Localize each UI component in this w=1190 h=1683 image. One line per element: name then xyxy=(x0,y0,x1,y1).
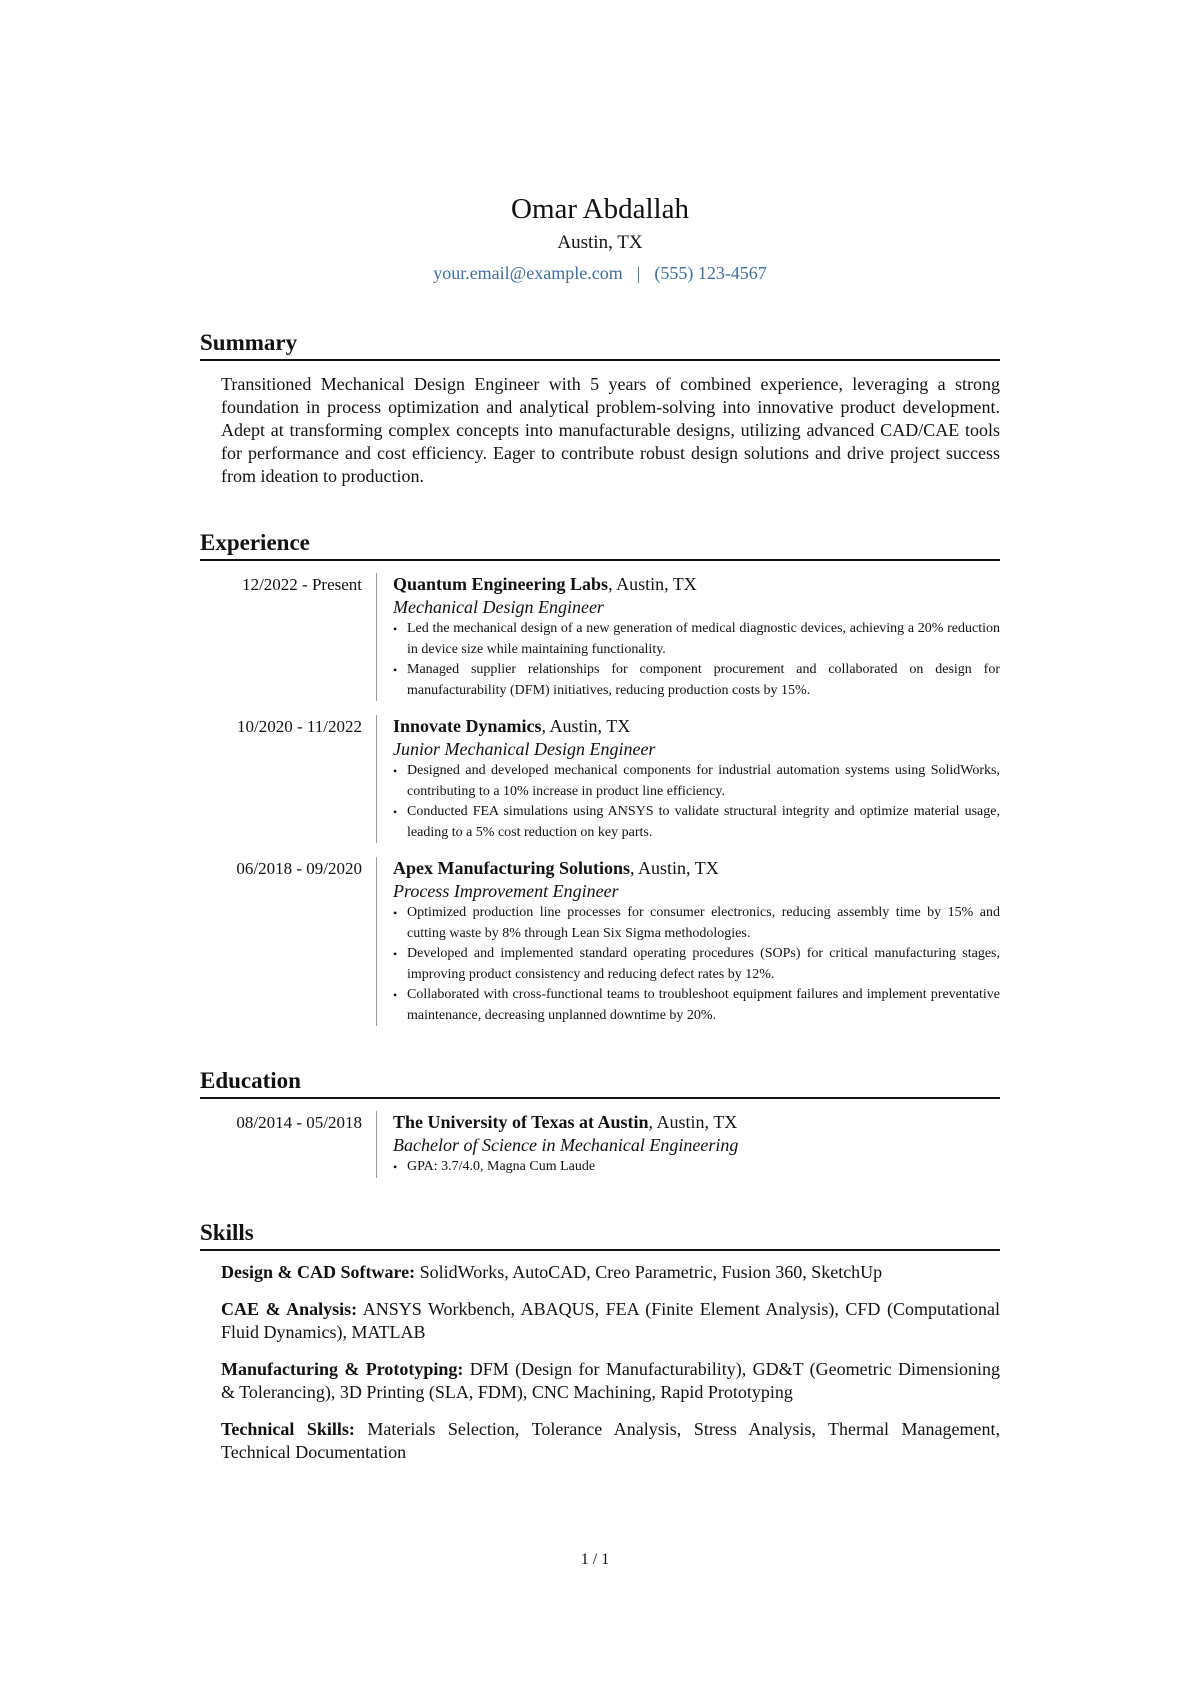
resume-page xyxy=(200,0,1000,1478)
entry-role: Junior Mechanical Design Engineer xyxy=(393,739,656,759)
degree: Bachelor of Science in Mechanical Engineering xyxy=(393,1135,739,1155)
page-number: 1 / 1 xyxy=(580,1551,610,1568)
bullet-item: • Managed supplier relationships for component procurement and collaborated on design for manufacturability (DFM) initiatives, reducing production costs by 15%. xyxy=(393,660,1000,701)
entry-bullets xyxy=(393,903,1000,1026)
institution-location: , Austin, TX xyxy=(648,1112,738,1132)
bullet-item: • Optimized production line processes for consumer electronics, reducing assembly time by 15% and cutting waste by 8% through Lean Six Sigma methodologies. xyxy=(393,903,1000,944)
summary-section xyxy=(200,328,1000,488)
experience-section xyxy=(200,528,1000,1026)
bullet-item: • Conducted FEA simulations using ANSYS to validate structural integrity and optimize material usage, leading to a 5% cost reduction on key parts. xyxy=(393,802,1000,843)
entry-body xyxy=(376,857,1000,1026)
entry-date: 06/2018 - 09/2020 xyxy=(236,859,362,878)
section-title-summary: Summary xyxy=(200,328,1000,361)
skill-row xyxy=(221,1358,1000,1404)
entry-date: 12/2022 - Present xyxy=(242,575,362,594)
institution-name: The University of Texas at Austin xyxy=(393,1112,649,1132)
skill-category: Technical Skills: xyxy=(221,1418,355,1439)
entry-bullets xyxy=(393,619,1000,701)
entry-organization xyxy=(393,1111,1000,1134)
organization-name: Quantum Engineering Labs xyxy=(393,574,609,594)
bullet-item: • Collaborated with cross-functional teams to troubleshoot equipment failures and implement preventative maintenance, decreasing unplanned downtime by 20%. xyxy=(393,985,1000,1026)
entry-body xyxy=(376,573,1000,701)
organization-name: Innovate Dynamics xyxy=(393,716,542,736)
entry-role: Process Improvement Engineer xyxy=(393,881,619,901)
entry-organization xyxy=(393,573,1000,596)
skills-section xyxy=(200,1218,1000,1464)
entry-body xyxy=(376,715,1000,843)
skill-values: Materials Selection, Tolerance Analysis, Stress Analysis, Thermal Management, Technical Documentation xyxy=(221,1418,1000,1462)
candidate-name: Omar Abdallah xyxy=(511,193,689,225)
bullet-item: • Designed and developed mechanical components for industrial automation systems using SolidWorks, contributing to a 10% increase in product line efficiency. xyxy=(393,761,1000,802)
entry-role: Mechanical Design Engineer xyxy=(393,597,604,617)
skill-category: CAE & Analysis: xyxy=(221,1298,358,1319)
skill-values: SolidWorks, AutoCAD, Creo Parametric, Fusion 360, SketchUp xyxy=(415,1261,883,1282)
resume-header xyxy=(200,190,1000,286)
experience-entry xyxy=(200,573,1000,701)
skills-list xyxy=(221,1261,1000,1464)
entry-organization xyxy=(393,857,1000,880)
education-section xyxy=(200,1066,1000,1178)
experience-entry xyxy=(200,857,1000,1026)
entry-date: 10/2020 - 11/2022 xyxy=(237,717,362,736)
bullet-item: • GPA: 3.7/4.0, Magna Cum Laude xyxy=(393,1157,1000,1178)
bullet-item: • Developed and implemented standard operating procedures (SOPs) for critical manufacturing stages, improving product consistency and reducing defect rates by 12%. xyxy=(393,944,1000,985)
organization-location: , Austin, TX xyxy=(608,574,697,594)
contact-separator: | xyxy=(636,263,641,283)
email-link[interactable]: your.email@example.com xyxy=(433,263,623,283)
organization-location: , Austin, TX xyxy=(541,716,631,736)
skill-category: Design & CAD Software: xyxy=(221,1261,416,1282)
entry-bullets xyxy=(393,761,1000,843)
skill-values: DFM (Design for Manufacturability), GD&T (Geometric Dimensioning & Tolerancing), 3D Printing (SLA, FDM), CNC Machining, Rapid Prototyping xyxy=(221,1358,1000,1402)
experience-entry xyxy=(200,715,1000,843)
organization-location: , Austin, TX xyxy=(630,858,719,878)
summary-text: Transitioned Mechanical Design Engineer with 5 years of combined experience, leveraging a strong foundation in process optimization and analytical problem-solving into innovative product development. Adept at transforming complex concepts into manufacturable designs, utilizing advanced CAD/CAE tools for performance and cost efficiency. Eager to contribute robust design solutions and drive project success from ideation to production. xyxy=(221,374,1000,486)
section-title-education: Education xyxy=(200,1066,1000,1099)
skill-row xyxy=(221,1418,1000,1464)
skill-values: ANSYS Workbench, ABAQUS, FEA (Finite Element Analysis), CFD (Computational Fluid Dynamics), MATLAB xyxy=(221,1298,1000,1342)
bullet-item: • Led the mechanical design of a new generation of medical diagnostic devices, achieving a 20% reduction in device size while maintaining functionality. xyxy=(393,619,1000,660)
organization-name: Apex Manufacturing Solutions xyxy=(393,858,631,878)
skill-row xyxy=(221,1261,1000,1284)
skill-row xyxy=(221,1298,1000,1344)
skill-category: Manufacturing & Prototyping: xyxy=(221,1358,464,1379)
section-title-skills: Skills xyxy=(200,1218,1000,1251)
entry-bullets xyxy=(393,1157,1000,1178)
phone-link[interactable]: (555) 123-4567 xyxy=(654,263,767,283)
education-entry xyxy=(200,1111,1000,1178)
candidate-location: Austin, TX xyxy=(557,232,643,253)
contact-line xyxy=(200,260,1000,286)
section-title-experience: Experience xyxy=(200,528,1000,561)
entry-date: 08/2014 - 05/2018 xyxy=(236,1113,362,1132)
entry-organization xyxy=(393,715,1000,738)
entry-body xyxy=(376,1111,1000,1178)
